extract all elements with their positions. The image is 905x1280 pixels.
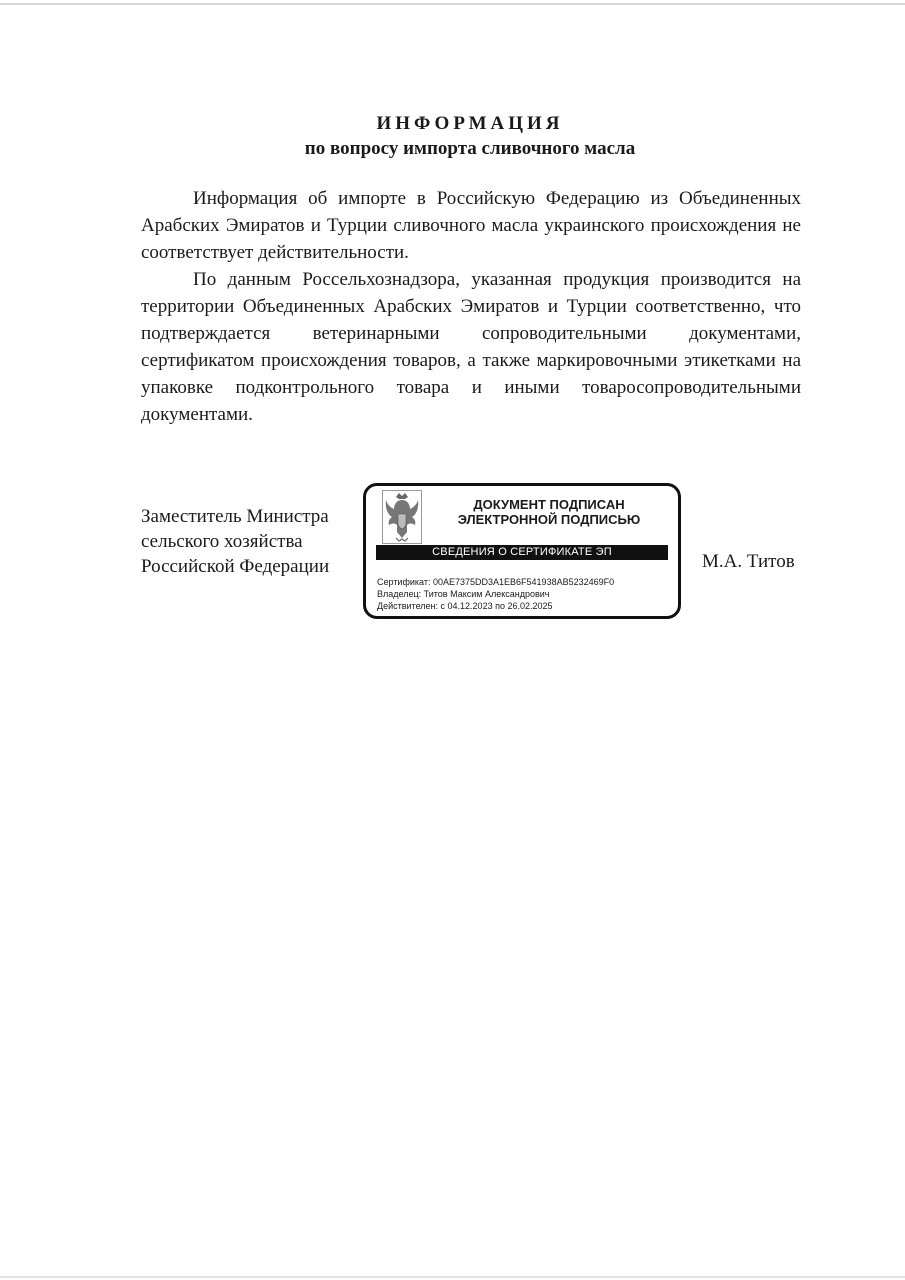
- signer-position-line: сельского хозяйства: [141, 531, 303, 552]
- certificate-info-bar: СВЕДЕНИЯ О СЕРТИФИКАТЕ ЭП: [376, 545, 668, 560]
- document-body: [141, 185, 801, 428]
- document-subtitle: по вопросу импорта сливочного масла: [304, 138, 636, 159]
- certificate-label: Сертификат:: [377, 577, 431, 587]
- signature-heading-line: ДОКУМЕНТ ПОДПИСАН: [473, 497, 625, 512]
- certificate-row: [377, 576, 614, 588]
- validity-row: [377, 600, 614, 612]
- page-top-edge: [0, 3, 905, 5]
- certificate-details: [377, 576, 614, 612]
- validity-value: с 04.12.2023 по 26.02.2025: [440, 601, 553, 611]
- owner-row: [377, 588, 614, 600]
- signature-heading: [436, 497, 662, 527]
- signature-heading-line: ЭЛЕКТРОННОЙ ПОДПИСЬЮ: [457, 512, 641, 527]
- russian-coat-of-arms-icon: [382, 490, 422, 544]
- body-paragraph: Информация об импорте в Российскую Федерацию из Объединенных Арабских Эмиратов и Турции сливочного масла украинского происхождения не соответствует действительности.: [141, 188, 801, 263]
- page-bottom-edge: [0, 1276, 905, 1278]
- electronic-signature-stamp: [363, 483, 681, 619]
- owner-label: Владелец:: [377, 589, 422, 599]
- body-paragraph: По данным Россельхознадзора, указанная продукция производится на территории Объединенных Арабских Эмиратов и Турции соответственно, что подтверждается ветеринарными сопроводительными документами, сертификатом происхождения товаров, а также маркировочными этикетками на упаковке подконтрольного товара и иными товаросопроводительными документами.: [141, 269, 801, 425]
- document-title: ИНФОРМАЦИЯ: [376, 113, 564, 134]
- validity-label: Действителен:: [377, 601, 439, 611]
- owner-value: Титов Максим Александрович: [423, 589, 550, 599]
- certificate-value: 00AE7375DD3A1EB6F541938AB5232469F0: [432, 577, 615, 587]
- signer-position-line: Заместитель Министра: [141, 506, 329, 527]
- signer-position-line: Российской Федерации: [141, 556, 330, 577]
- signer-position: [141, 504, 356, 579]
- signer-name: М.А. Титов: [702, 551, 795, 572]
